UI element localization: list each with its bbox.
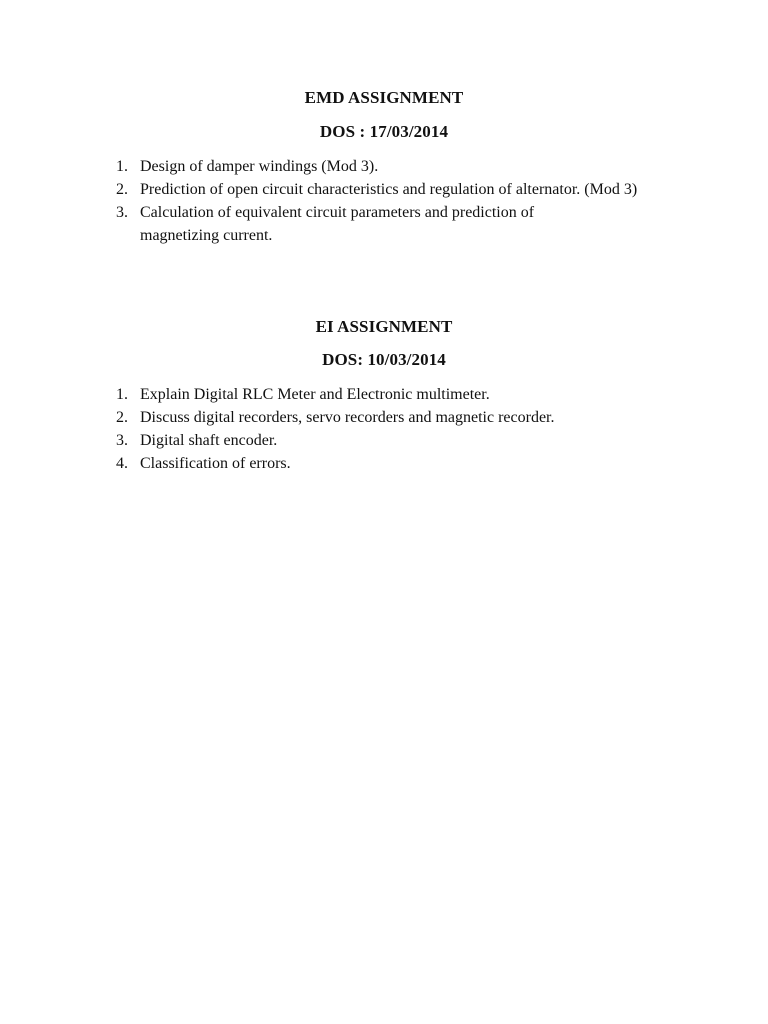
- list-item: [116, 155, 676, 178]
- list-item-number: 1.: [116, 386, 128, 403]
- ei-assignment-list: [116, 383, 676, 475]
- section-date-emd: DOS : 17/03/2014: [319, 122, 449, 141]
- emd-assignment-list: [116, 155, 676, 247]
- list-item-text: Digital shaft encoder.: [140, 432, 278, 449]
- list-item-text: Calculation of equivalent circuit parameters and prediction of magnetizing current.: [140, 204, 535, 244]
- list-item-text: Prediction of open circuit characteristics and regulation of alternator. (Mod 3): [140, 181, 638, 198]
- list-item-number: 3.: [116, 204, 128, 221]
- list-item: [116, 201, 676, 247]
- list-item-number: 2.: [116, 409, 128, 426]
- list-item: [116, 452, 676, 475]
- list-item-text: Explain Digital RLC Meter and Electronic multimeter.: [140, 386, 490, 403]
- list-item: [116, 178, 676, 201]
- list-item-number: 2.: [116, 181, 128, 198]
- section-title-emd: EMD ASSIGNMENT: [304, 88, 464, 107]
- list-item: [116, 406, 676, 429]
- list-item-number: 1.: [116, 158, 128, 175]
- section-date-ei: DOS: 10/03/2014: [322, 350, 446, 369]
- list-item: [116, 429, 676, 452]
- list-item: [116, 383, 676, 406]
- section-title-ei: EI ASSIGNMENT: [315, 317, 453, 336]
- list-item-text: Discuss digital recorders, servo recorders and magnetic recorder.: [140, 409, 555, 426]
- list-item-text: Design of damper windings (Mod 3).: [140, 158, 379, 175]
- list-item-text: Classification of errors.: [140, 455, 291, 472]
- list-item-number: 3.: [116, 432, 128, 449]
- list-item-number: 4.: [116, 455, 128, 472]
